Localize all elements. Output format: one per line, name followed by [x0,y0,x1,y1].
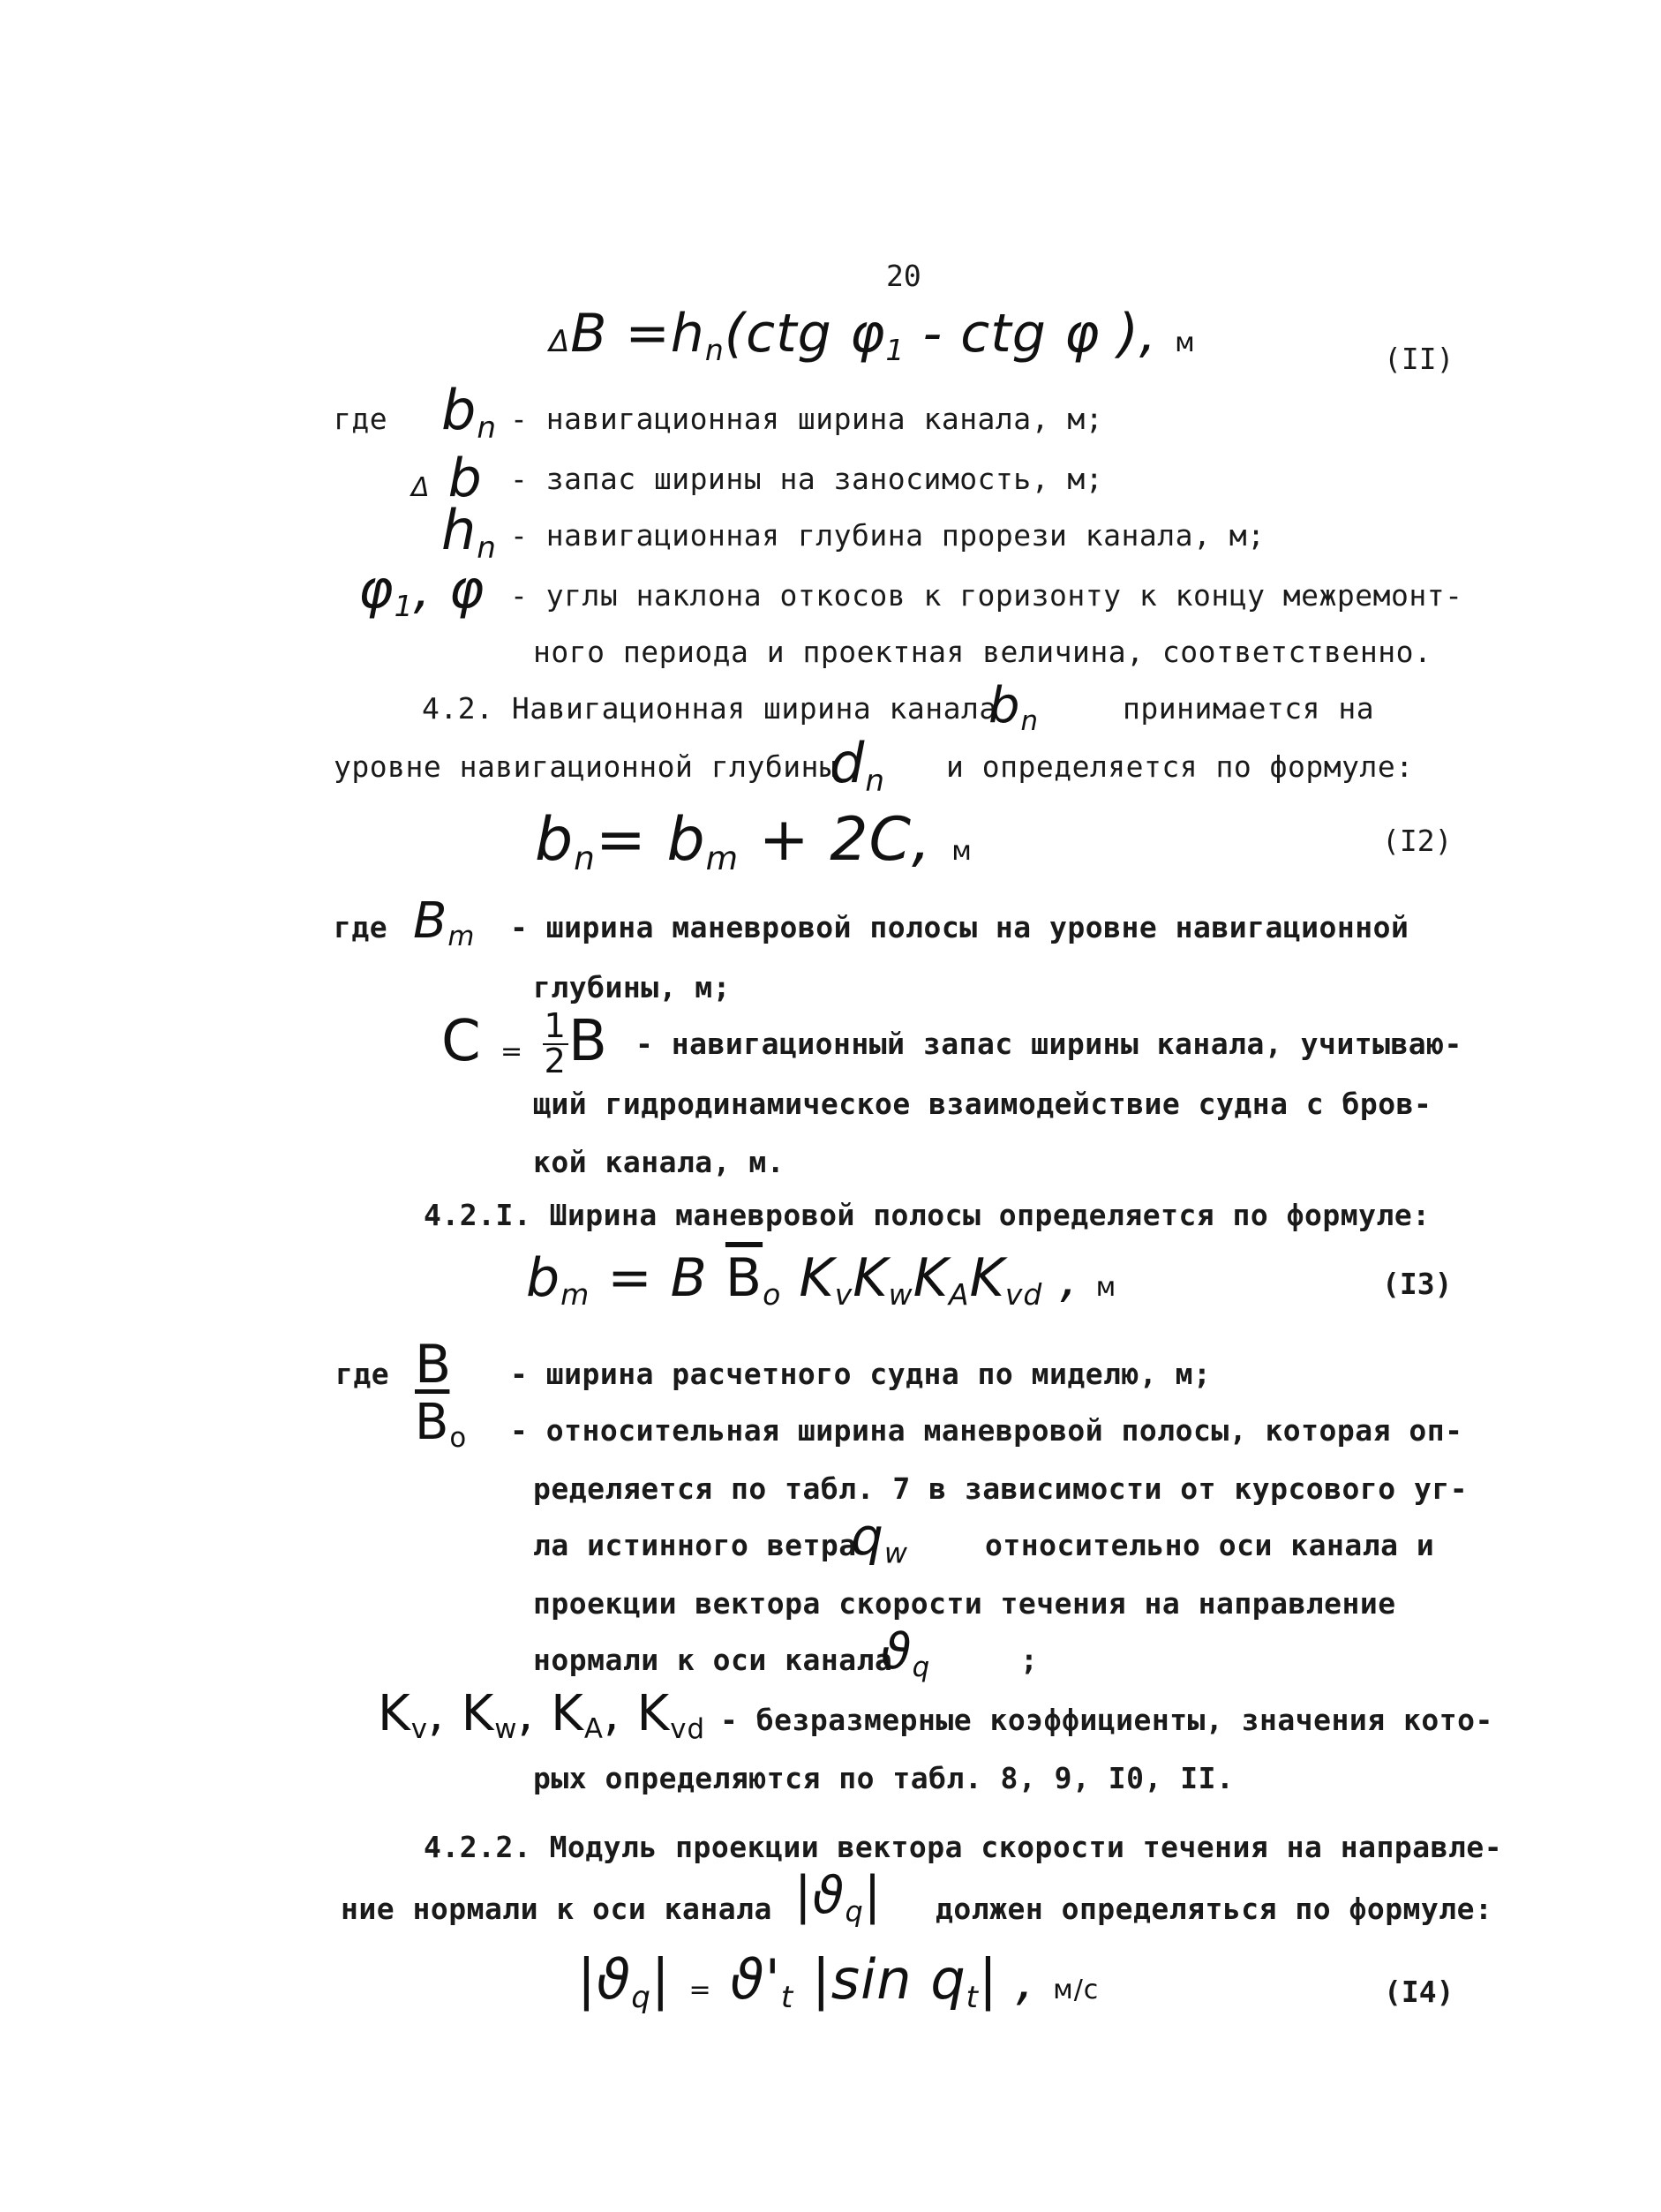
K-definition-line2: рых определяются по табл. 8, 9, I0, II. [533,1761,1235,1795]
para-4-2-2-line2-b: должен определяться по формуле: [936,1892,1493,1926]
para-4-2-line2-a: уровне навигационной глубины [334,749,838,784]
para-4-2-2-line2-a: ние нормали к оси канала [341,1892,772,1926]
bn-inline-symbol: $b_n$ [988,677,1040,738]
equation-11: $\Delta B =h_n(ctg$ $\varphi_1$ - ctg φ ), м [549,303,1196,367]
equation-14: $|ϑ_q| = ϑ'_t$ |sin $q_t|$ , м/с [577,1947,1100,2016]
bm-definition-line2: глубины, м; [533,970,732,1004]
B0-definition-line2: ределяется по табл. 7 в зависимости от курсового уг- [533,1471,1469,1506]
bm-symbol: $B_m$ [413,892,476,953]
bn-definition: - навигационная ширина канала, м; [510,402,1104,436]
where-label-3: где [335,1357,390,1391]
B0-definition-line3-a: ла истинного ветра [533,1528,857,1562]
para-4-2-line2-b: и определяется по формуле: [946,749,1414,784]
where-label-2: где [334,910,388,944]
B0-definition-line3-b: относительно оси канала и [985,1528,1435,1562]
equation-13: $b_m = B$ $\overline{B}_o$ $K_vK_wK_AK_{vd}$ , м [526,1247,1117,1312]
equation-14-label: (I4) [1384,1975,1454,2009]
bn-symbol: $b_n$ [441,378,497,447]
delta-b-definition: - запас ширины на заносимость, м; [510,462,1104,496]
phi-definition-line1: - углы наклона откосов к горизонту к концу межремонт- [510,578,1463,613]
hn-definition: - навигационная глубина прорези канала, м; [510,518,1266,553]
delta-b-symbol: Δ b [411,448,483,509]
equation-12-label: (I2) [1382,824,1453,858]
K-definition-line1: - безразмерные коэффициенты, значения кото- [720,1703,1493,1737]
c-symbol: C = $\frac{1}{2}$ B [441,1006,608,1082]
equation-13-label: (I3) [1382,1267,1453,1301]
equation-12: $b_n= b_m + 2C$, м [535,805,973,878]
vq-inline-symbol: $ϑ_q$ [881,1623,931,1684]
page-number: 20 [886,259,921,293]
where-label: где [334,402,388,436]
B-definition: - ширина расчетного судна по миделю, м; [510,1357,1212,1391]
equation-11-label: (II) [1384,342,1454,376]
para-4-2-1: 4.2.I. Ширина маневровой полосы определяется по формуле: [424,1198,1431,1232]
qw-inline-symbol: $q_w$ [851,1507,908,1570]
c-definition-line2: щий гидродинамическое взаимодействие судна с бров- [533,1087,1432,1121]
dn-inline-symbol: $d_n$ [830,731,885,800]
B0-symbol: $\overline{B}_o$ [415,1394,468,1455]
para-4-2-line1-a: 4.2. Навигационная ширина канала [422,691,997,726]
para-4-2-line1-b: принимается на [1123,691,1375,726]
phi-definition-line2: ного периода и проектная величина, соответственно. [533,635,1432,669]
B-symbol: B [415,1334,453,1396]
B0-definition-line5-b: ; [1020,1643,1039,1677]
vq-abs-inline-symbol: $|ϑ_q|$ [794,1865,883,1929]
B0-definition-line4: проекции вектора скорости течения на направление [533,1586,1396,1621]
phi-symbol: $\varphi_1$, φ [358,559,485,623]
hn-symbol: $h_n$ [441,498,497,567]
B0-definition-line1: - относительная ширина маневровой полосы, которая оп- [510,1413,1463,1448]
K-coefficients-symbol: $K_v$, $K_w$, $K_A$, $K_{vd}$ [378,1685,706,1746]
bm-definition-line1: - ширина маневровой полосы на уровне навигационной [510,910,1409,944]
para-4-2-2-line1: 4.2.2. Модуль проекции вектора скорости течения на направле- [424,1830,1503,1864]
c-definition-line3: кой канала, м. [533,1145,785,1179]
B0-definition-line5-a: нормали к оси канала [533,1643,893,1677]
c-definition-line1: - навигационный запас ширины канала, учитываю- [635,1027,1462,1061]
